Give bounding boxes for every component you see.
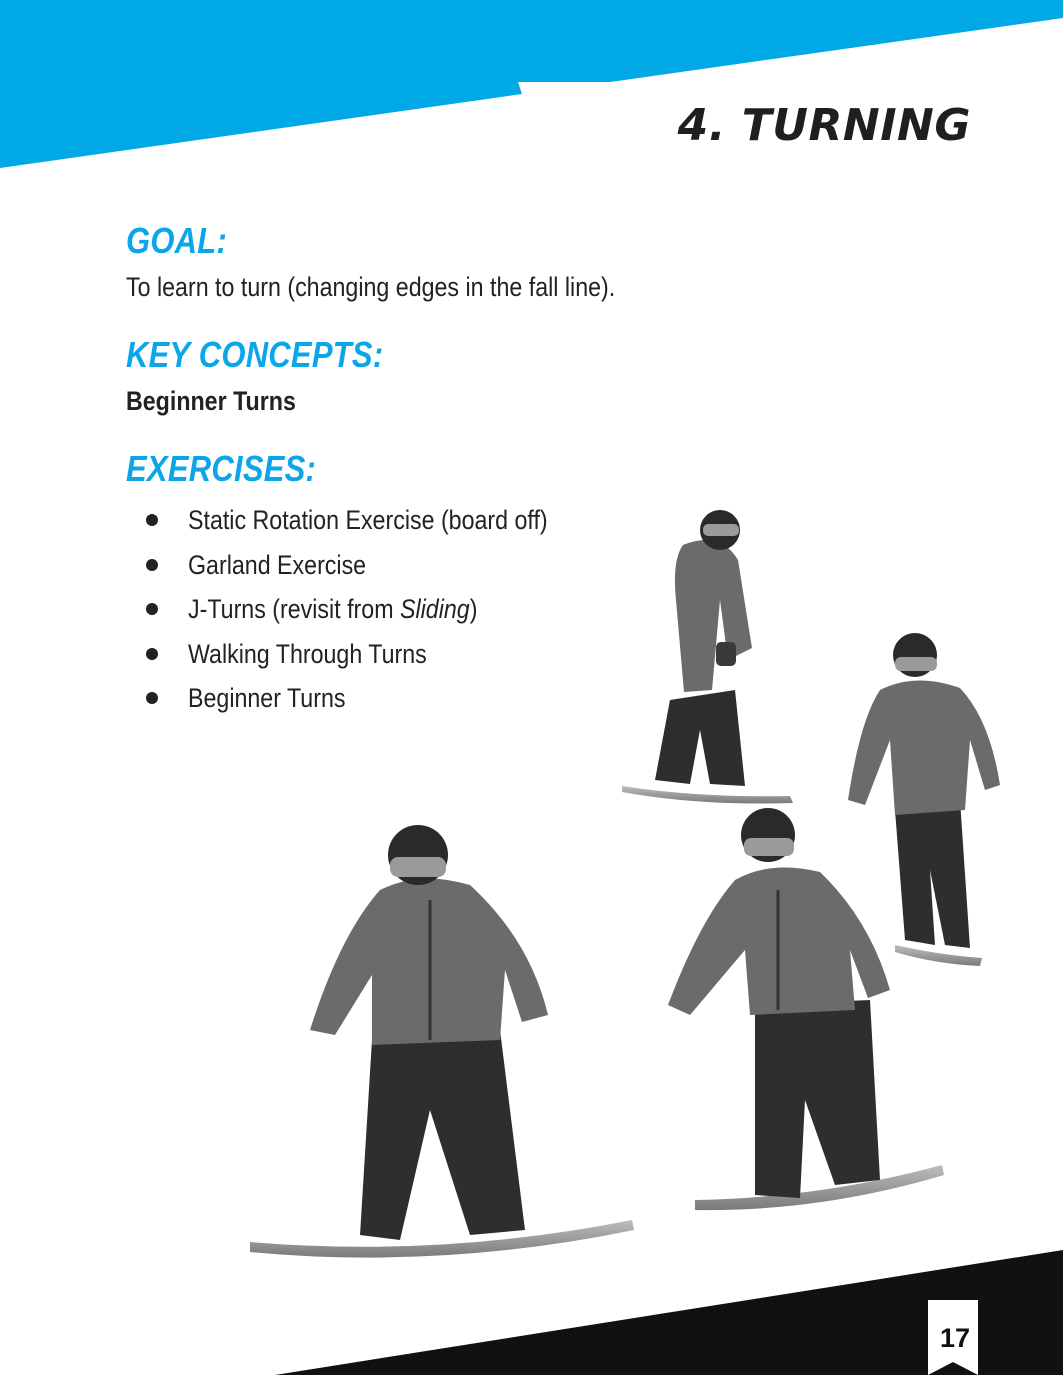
goal-heading: GOAL: [126, 220, 228, 261]
exercises-heading: EXERCISES: [126, 448, 317, 489]
exercise-label: Garland Exercise [188, 549, 367, 580]
exercise-label: Beginner Turns [188, 683, 346, 713]
key-concepts-text: Beginner Turns [126, 386, 296, 416]
emphasis-text: Sliding [400, 594, 470, 624]
exercise-label: Walking Through Turns [188, 638, 427, 669]
goal-text: To learn to turn (changing edges in the fall line). [126, 272, 616, 302]
page-number: 17 [939, 1323, 971, 1353]
chapter-title: 4. TURNING [677, 100, 971, 151]
key-concepts-heading: KEY CONCEPTS: [126, 334, 384, 375]
exercise-label: J-Turns (revisit from Sliding) [188, 594, 478, 624]
exercise-label: Static Rotation Exercise (board off) [188, 505, 548, 535]
